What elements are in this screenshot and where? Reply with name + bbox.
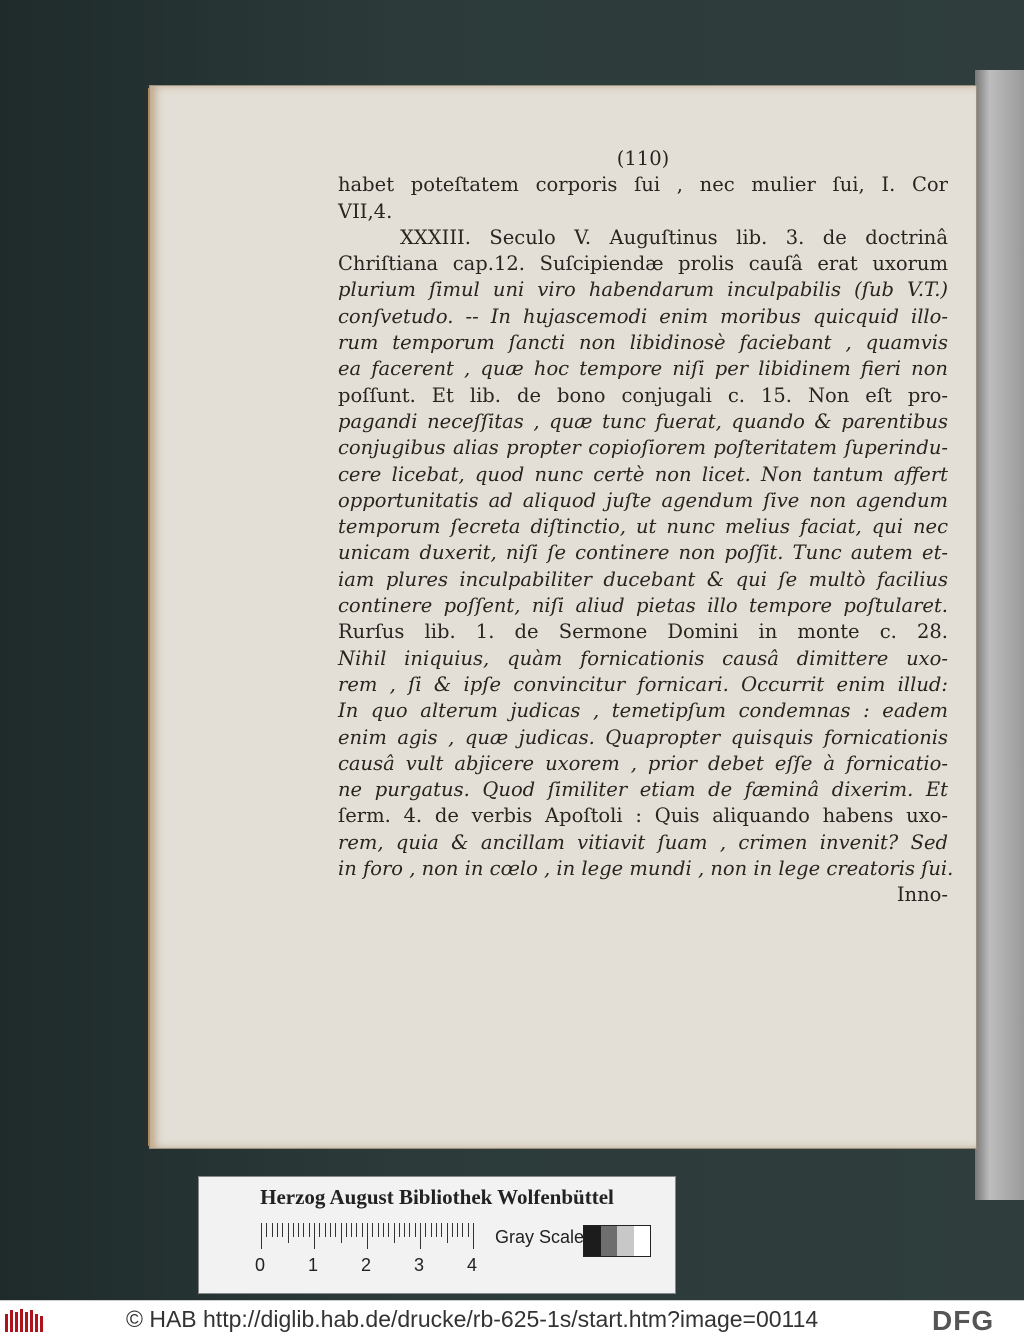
text-line: rum temporum ſancti non libidinosè faciebant , quamvis (338, 331, 948, 355)
text-line: rem , ſi & ipſe convincitur fornicari. Occurrit enim illud: (338, 672, 948, 696)
ruler-tick (288, 1223, 289, 1243)
gray-step (584, 1226, 601, 1256)
gray-scale-bar (583, 1225, 651, 1257)
adjacent-page-edge (975, 70, 1024, 1200)
ruler-tick (261, 1223, 262, 1249)
text-line: opportunitatis ad aliquod juſte agendum ſive non agendum (338, 488, 948, 512)
color-target (198, 1176, 676, 1294)
text-line: rem, quia & ancillam vitiavit ſuam , crimen invenit? Sed (338, 830, 948, 854)
text-line: iam plures inculpabiliter ducebant & qui ſe multò facilius (338, 567, 948, 591)
ruler-tick (325, 1223, 326, 1237)
ruler-number: 2 (361, 1255, 372, 1275)
text-line: in foro , non in cœlo , in lege mundi , non in lege creatoris ſui. (338, 857, 954, 881)
gray-step (617, 1226, 634, 1256)
ruler-tick (298, 1223, 299, 1237)
ruler-scale (261, 1223, 481, 1249)
ruler-tick (409, 1223, 410, 1237)
ruler-tick (431, 1223, 432, 1237)
ruler-number: 0 (255, 1255, 266, 1275)
text-line: conjugibus alias propter copioſiorem poſteritatem ſuperindu- (338, 436, 948, 460)
target-title: Herzog August Bibliothek Wolfenbüttel (260, 1185, 614, 1209)
text-lines (338, 172, 954, 908)
text-line: temporum ſecreta diſtinctio, ut nunc melius faciat, qui nec (338, 515, 948, 539)
ruler-tick (335, 1223, 336, 1237)
ruler-tick (282, 1223, 283, 1237)
ruler-tick (319, 1223, 320, 1237)
ruler-tick (378, 1223, 379, 1237)
ruler-tick (314, 1223, 315, 1249)
ruler-tick (372, 1223, 373, 1237)
text-line: cere licebat, quod nunc certè non licet. Non tantum affert (338, 462, 948, 486)
ruler-tick (452, 1223, 453, 1237)
ruler-tick (425, 1223, 426, 1237)
text-line: enim agis , quæ judicas. Quapropter quisquis fornicationis (338, 725, 948, 749)
footer-url-text[interactable]: © HAB http://diglib.hab.de/drucke/rb-625-1s/start.htm?image=00114 (126, 1306, 819, 1332)
ruler-tick (330, 1223, 331, 1237)
ruler-tick (399, 1223, 400, 1237)
ruler-tick (457, 1223, 458, 1237)
ruler-number: 4 (467, 1255, 478, 1275)
ruler-tick (309, 1223, 310, 1237)
gray-scale-label: Gray Scale (495, 1227, 585, 1247)
ruler-tick (346, 1223, 347, 1237)
ruler-tick (362, 1223, 363, 1237)
ruler-tick (447, 1223, 448, 1243)
ruler-tick (293, 1223, 294, 1237)
ruler-tick (394, 1223, 395, 1243)
page-text (338, 146, 954, 909)
text-line: Inno- (896, 883, 948, 907)
ruler-numbers (255, 1255, 495, 1279)
ruler-tick (266, 1223, 267, 1237)
text-line: conſvetudo. -- In hujascemodi enim moribus quicquid illo- (338, 304, 948, 328)
footer-bar (0, 1300, 1024, 1340)
dfg-logo: DFG (932, 1305, 995, 1336)
ruler-tick (473, 1223, 474, 1249)
ruler-tick (351, 1223, 352, 1237)
ruler-number: 1 (308, 1255, 319, 1275)
gray-step (601, 1226, 618, 1256)
ruler-tick (436, 1223, 437, 1237)
ruler-number: 3 (414, 1255, 425, 1275)
ruler-tick (272, 1223, 273, 1237)
text-line: plurium ſimul uni viro habendarum inculpabilis (ſub V.T.) (338, 278, 948, 302)
ruler-tick (303, 1223, 304, 1237)
text-line: continere poſſent, niſi aliud pietas illo tempore poſtularet. (338, 594, 948, 618)
ruler-tick (388, 1223, 389, 1237)
text-line: habet poteſtatem corporis ſui , nec mulier ſui, I. Cor (338, 173, 948, 197)
text-line: Chriſtiana cap.12. Suſcipiendæ prolis cauſâ erat uxorum (338, 252, 948, 276)
ruler-tick (404, 1223, 405, 1237)
text-line: ne purgatus. Quod ſimiliter etiam de fæminâ dixerim. Et (338, 778, 948, 802)
text-line: pagandi neceſſitas , quæ tunc fuerat, quando & parentibus (338, 409, 948, 433)
ruler-tick (441, 1223, 442, 1237)
text-line: ea facerent , quæ hoc tempore niſi per libidinem fieri non (338, 357, 948, 381)
text-line: causâ vult abjicere uxorem , prior debet eſſe à fornicatio- (338, 751, 948, 775)
ruler-tick (420, 1223, 421, 1249)
text-line: VII,4. (338, 199, 393, 223)
ruler-tick (415, 1223, 416, 1237)
text-line: unicam duxerit, niſi ſe continere non poſſit. Tunc autem et- (338, 541, 948, 565)
text-line: Rurſus lib. 1. de Sermone Domini in monte c. 28. (338, 620, 948, 644)
text-line: Nihil iniquius, quàm fornicationis causâ dimittere uxo- (338, 646, 948, 670)
ruler-tick (277, 1223, 278, 1237)
text-line: XXXIII. Seculo V. Auguſtinus lib. 3. de doctrinâ (400, 225, 948, 249)
ruler-tick (341, 1223, 342, 1243)
ruler-tick (356, 1223, 357, 1237)
ruler-tick (468, 1223, 469, 1237)
ruler-tick (367, 1223, 368, 1249)
ruler-tick (383, 1223, 384, 1237)
text-line: In quo alterum judicas , temetipſum condemnas : eadem (338, 699, 948, 723)
page-number: (110) (616, 147, 670, 170)
gray-step (634, 1226, 651, 1256)
text-line: poſſunt. Et lib. de bono conjugali c. 15. Non eſt pro- (338, 383, 948, 407)
ruler-tick (462, 1223, 463, 1237)
text-line: ſerm. 4. de verbis Apoſtoli : Quis aliquando habens uxo- (338, 804, 948, 828)
hab-library-logo-icon (4, 1308, 44, 1334)
